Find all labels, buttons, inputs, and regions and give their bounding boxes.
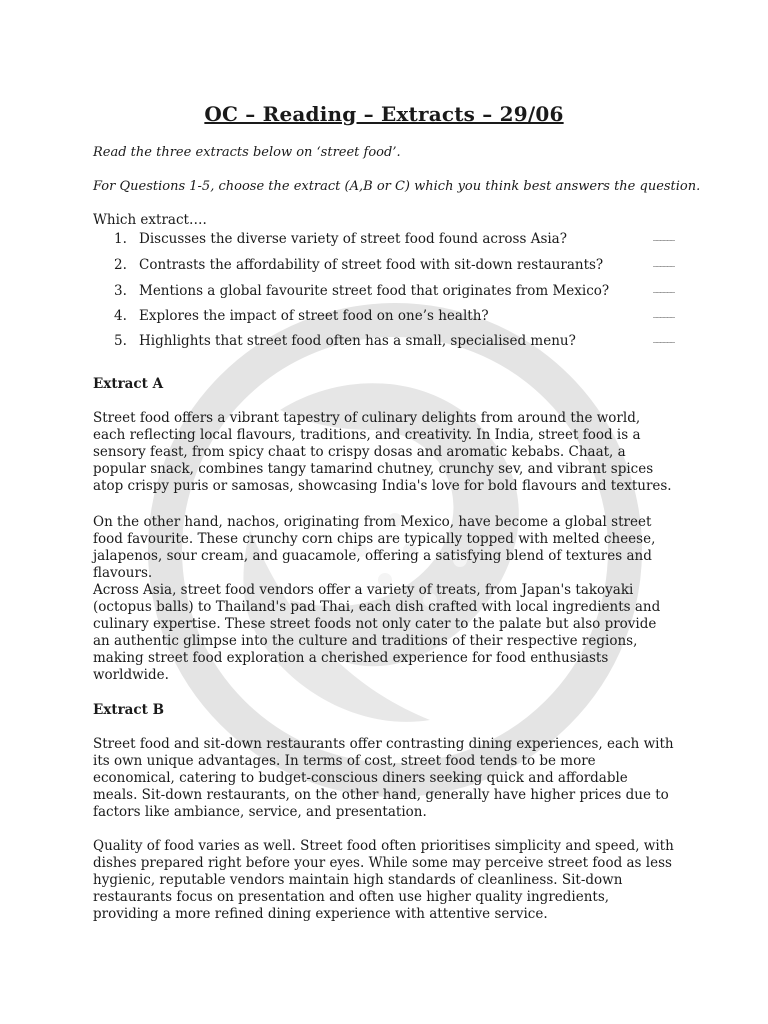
question-text: Discusses the diverse variety of street food found across Asia? [139, 231, 567, 247]
answer-blank: ______ [653, 333, 674, 343]
answer-blank: ______ [653, 283, 674, 293]
question-number: 2. [114, 257, 127, 273]
question-number: 4. [114, 308, 127, 324]
extract-a-heading: Extract A [93, 376, 164, 392]
extract-b-paragraph-2: Quality of food varies as well. Street food often prioritises simplicity and speed, with dishes prepared right before your eyes. While some may perceive street food as less hygienic, reputable vendors maintain high standards of cleanliness. Sit-down restaurants focus on presentation and often use higher quality ingredients, providing a more refined dining experience with attentive service. [93, 838, 674, 922]
page-title: OC – Reading – Extracts – 29/06 [204, 102, 564, 126]
question-text: Explores the impact of street food on one’s health? [139, 308, 489, 324]
answer-blank: ______ [653, 231, 674, 241]
extract-a-paragraph-3: Across Asia, street food vendors offer a variety of treats, from Japan's takoyaki (octopus balls) to Thailand's pad Thai, each dish crafted with local ingredients and culinary expertise. These street foods not only cater to the palate but also provide an authentic glimpse into the culture and traditions of their respective regions, making street food exploration a cherished experience for food enthusiasts worldwide. [93, 582, 661, 683]
question-number: 3. [114, 283, 127, 299]
extract-b-heading: Extract B [93, 702, 165, 718]
instruction-choose: For Questions 1-5, choose the extract (A,B or C) which you think best answers the question. [93, 179, 701, 194]
question-number: 5. [114, 333, 127, 349]
answer-blank: ______ [653, 308, 674, 318]
extract-b-paragraph-1: Street food and sit-down restaurants offer contrasting dining experiences, each with its own unique advantages. In terms of cost, street food tends to be more economical, catering to budget-conscious diners seeking quick and affordable meals. Sit-down restaurants, on the other hand, generally have higher prices due to factors like ambiance, service, and presentation. [93, 736, 674, 820]
extract-a-paragraph-2: On the other hand, nachos, originating from Mexico, have become a global street food favourite. These crunchy corn chips are typically topped with melted cheese, jalapenos, sour cream, and guacamole, offering a satisfying blend of textures and flavours. [93, 514, 656, 581]
instruction-read: Read the three extracts below on ‘street food’. [93, 145, 401, 160]
question-text: Mentions a global favourite street food that originates from Mexico? [139, 283, 610, 299]
which-extract-label: Which extract…. [93, 212, 207, 228]
answer-blank: ______ [653, 257, 674, 267]
question-text: Contrasts the affordability of street food with sit-down restaurants? [139, 257, 604, 273]
question-number: 1. [114, 231, 127, 247]
extract-a-paragraph-1: Street food offers a vibrant tapestry of culinary delights from around the world, each reflecting local flavours, traditions, and creativity. In India, street food is a sensory feast, from spicy chaat to crispy dosas and aromatic kebabs. Chaat, a popular snack, combines tangy tamarind chutney, crunchy sev, and vibrant spices atop crispy puris or samosas, showcasing India's love for bold flavours and textures. [93, 410, 672, 494]
question-text: Highlights that street food often has a small, specialised menu? [139, 333, 576, 349]
